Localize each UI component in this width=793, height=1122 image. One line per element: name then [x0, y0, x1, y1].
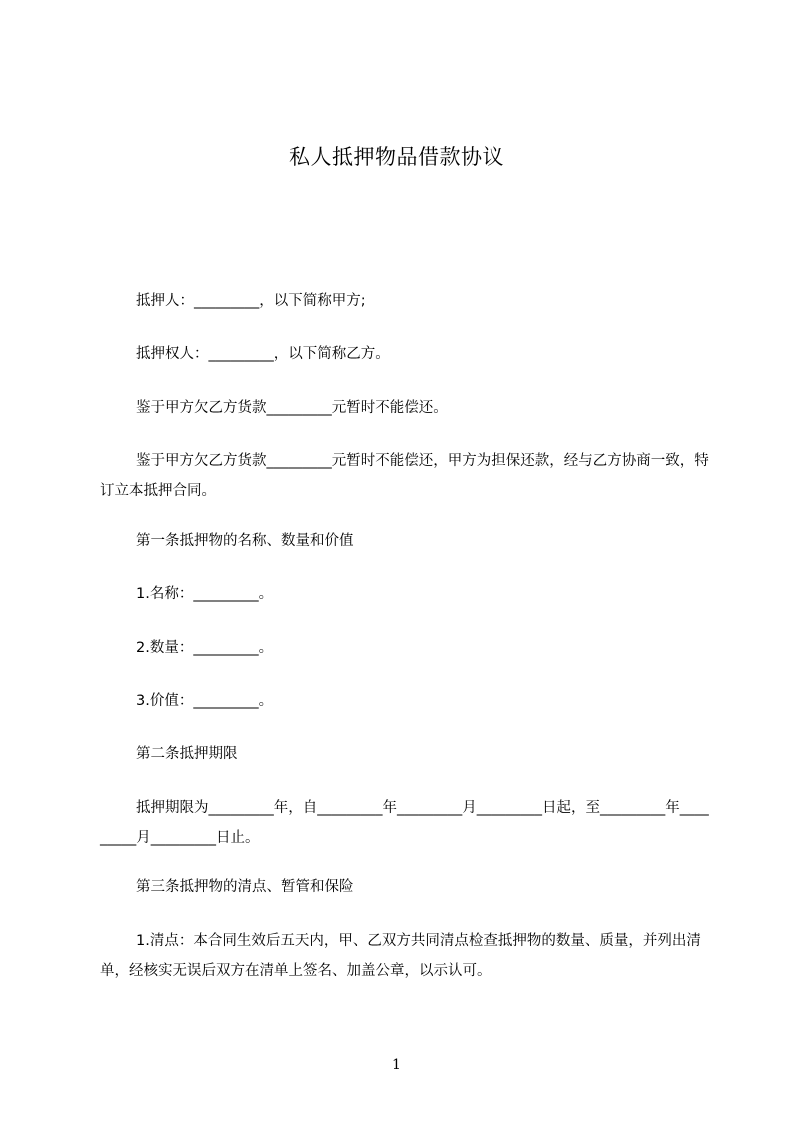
- article-3-heading: 第三条抵押物的清点、暂管和保险: [136, 879, 354, 895]
- debt-statement: 鉴于甲方欠乙方货款_________元暂时不能偿还。: [136, 400, 448, 416]
- contract-preamble: 鉴于甲方欠乙方货款_________元暂时不能偿还，甲方为担保还款，经与乙方协商一致，特订立本抵押合同。: [100, 453, 709, 499]
- item-value-line: 3.价值：_________。: [136, 693, 274, 709]
- mortgagee-line: 抵押权人：_________，以下简称乙方。: [136, 346, 390, 362]
- page-number: 1: [392, 1057, 401, 1073]
- mortgage-term-clause: 抵押期限为_________年，自_________年_________月_________日起，至_________年_________月_________日止。: [100, 800, 709, 846]
- item-quantity-line: 2.数量：_________。: [136, 640, 274, 656]
- article-2-heading: 第二条抵押期限: [136, 746, 238, 762]
- item-name-line: 1.名称：_________。: [136, 586, 274, 602]
- document-title: 私人抵押物品借款协议: [289, 145, 504, 169]
- article-1-heading: 第一条抵押物的名称、数量和价值: [136, 533, 354, 549]
- mortgagor-line: 抵押人：_________，以下简称甲方;: [136, 293, 366, 309]
- inventory-clause: 1.清点：本合同生效后五天内，甲、乙双方共同清点检查抵押物的数量、质量，并列出清单，经核实无误后双方在清单上签名、加盖公章，以示认可。: [100, 933, 701, 979]
